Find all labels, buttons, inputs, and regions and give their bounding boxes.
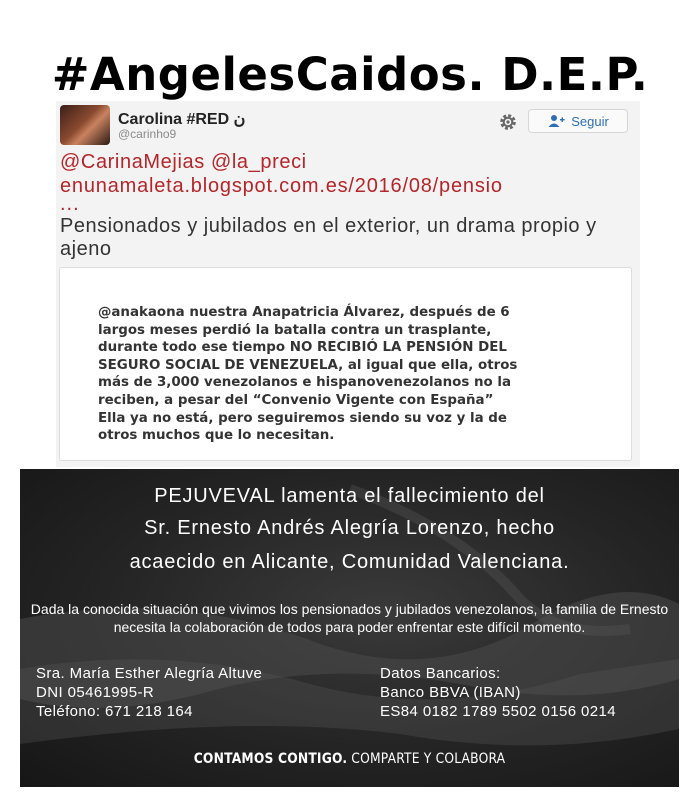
quote-card: [59, 267, 632, 461]
tweet-link[interactable]: enunamaleta.blogspot.com.es/2016/08/pensio: [60, 175, 503, 197]
memorial-banner: [20, 469, 679, 787]
contact-info: [36, 665, 262, 722]
tweet-ellipsis: ...: [60, 193, 80, 215]
bank-title: Datos Bancarios:: [380, 665, 501, 682]
tweet-card: [56, 101, 640, 467]
quote-line: SEGURO SOCIAL DE VENEZUELA, al igual que ella, otros: [98, 357, 518, 373]
avatar[interactable]: [60, 105, 110, 145]
quote-line: @anakaona nuestra Anapatricia Álvarez, después de 6: [98, 305, 510, 320]
tweet-user-name[interactable]: Carolina #RED ن: [118, 111, 246, 128]
quote-line: Ella ya no está, pero seguiremos siendo su voz y la de: [98, 410, 507, 426]
bank-info: [380, 665, 616, 722]
banner-paragraph: Dada la conocida situación que vivimos los pensionados y jubilados venezolanos, la familia de Ernesto necesita la colaboración de todos para poder enfrentar este difícil momento.: [30, 601, 669, 635]
quote-line: más de 3,000 venezolanos e hispanovenezolanos no la: [98, 375, 511, 391]
contact-dni: DNI 05461995-R: [36, 684, 155, 701]
quote-line: largos meses perdió la batalla contra un trasplante,: [98, 322, 492, 338]
tweet-article-title[interactable]: Pensionados y jubilados en el exterior, un drama propio y ajeno: [60, 215, 597, 260]
contact-name: Sra. María Esther Alegría Altuve: [36, 665, 263, 682]
follow-label: Seguir: [571, 113, 609, 129]
gear-icon[interactable]: [496, 110, 520, 134]
bank-name: Banco BBVA (IBAN): [380, 684, 521, 701]
contact-phone: Teléfono: 671 218 164: [36, 703, 193, 720]
banner-footer: [60, 751, 640, 767]
quote-line: otros muchos que lo necesitan.: [98, 428, 335, 444]
bank-iban: ES84 0182 1789 5502 0156 0214: [380, 703, 616, 720]
follow-button[interactable]: [528, 109, 628, 133]
quote-text: [98, 304, 598, 445]
footer-text: COMPARTE Y COLABORA: [347, 751, 506, 767]
banner-heading-line2: Sr. Ernesto Andrés Alegría Lorenzo, hecho: [144, 517, 555, 539]
page-headline: #AngelesCaidos. D.E.P.: [51, 48, 649, 101]
tweet-mentions[interactable]: @CarinaMejias @la_preci: [60, 151, 307, 173]
tweet-user-handle[interactable]: @carinho9: [118, 127, 177, 141]
footer-bold-text: CONTAMOS CONTIGO.: [193, 751, 348, 767]
add-user-icon: [547, 114, 565, 128]
quote-line: durante todo ese tiempo NO RECIBIÓ LA PENSIÓN DEL: [98, 340, 507, 356]
banner-heading-line1: PEJUVEVAL lamenta el fallecimiento del: [154, 485, 545, 507]
banner-heading-line3: acaecido en Alicante, Comunidad Valenciana.: [129, 551, 570, 573]
quote-line: reciben, a pesar del “Convenio Vigente con España”: [98, 392, 494, 408]
